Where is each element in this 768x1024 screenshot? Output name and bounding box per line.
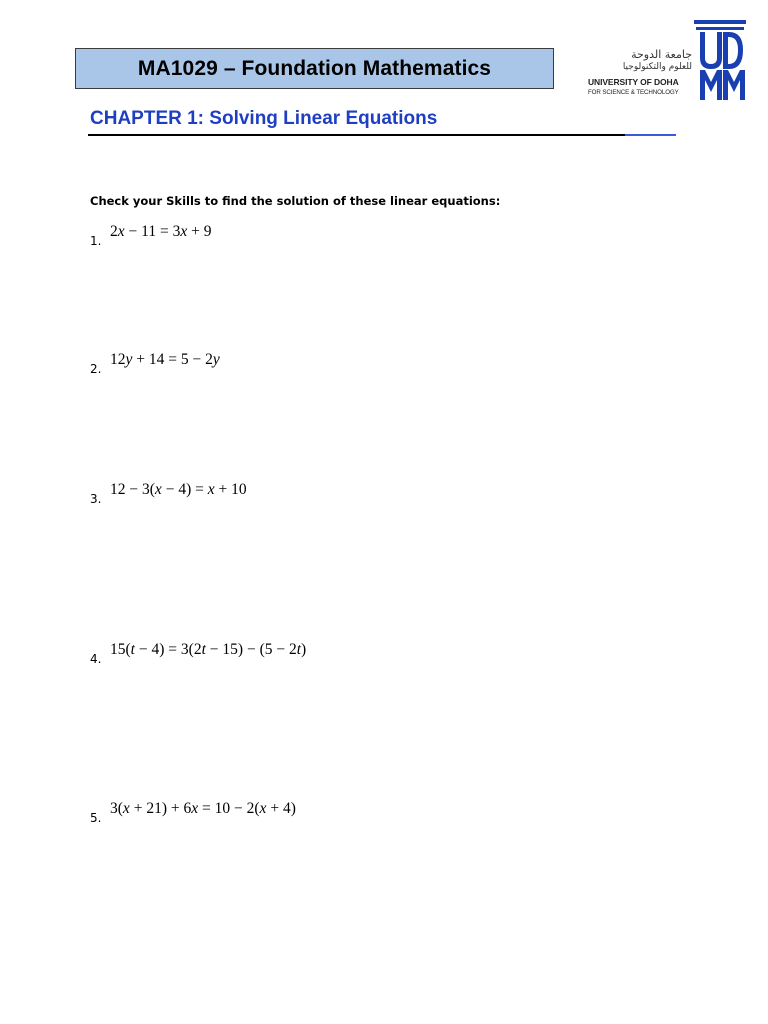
course-title-box bbox=[75, 48, 554, 89]
problem-equation: 2x − 11 = 3x + 9 bbox=[110, 223, 212, 240]
problem-number: 2. bbox=[90, 362, 102, 376]
heading-underline bbox=[88, 134, 625, 136]
problem-equation: 3(x + 21) + 6x = 10 − 2(x + 4) bbox=[110, 800, 296, 817]
chapter-heading: CHAPTER 1: Solving Linear Equations bbox=[90, 108, 438, 129]
problem-number: 4. bbox=[90, 652, 102, 666]
problem-number: 3. bbox=[90, 492, 102, 506]
logo-english-line2: FOR SCIENCE & TECHNOLOGY bbox=[588, 89, 679, 96]
problem-equation: 15(t − 4) = 3(2t − 15) − (5 − 2t) bbox=[110, 641, 307, 658]
problem-equation: 12 − 3(x − 4) = x + 10 bbox=[110, 481, 247, 498]
problem-equation: 12y + 14 = 5 − 2y bbox=[110, 351, 220, 368]
problem-number: 1. bbox=[90, 234, 102, 248]
university-logo bbox=[588, 20, 748, 104]
heading-underline-accent bbox=[625, 134, 676, 136]
logo-arabic-line2: للعلوم والتكنولوجيا bbox=[622, 62, 692, 72]
course-title: MA1029 – Foundation Mathematics bbox=[137, 56, 492, 80]
problem-number: 5. bbox=[90, 811, 102, 825]
instruction-text: Check your Skills to find the solution of these linear equations: bbox=[90, 194, 501, 208]
udst-logo-mark-icon bbox=[692, 20, 748, 104]
logo-english-line1: UNIVERSITY OF DOHA bbox=[588, 77, 679, 87]
logo-arabic-line1: جامعة الدوحة bbox=[631, 48, 692, 61]
